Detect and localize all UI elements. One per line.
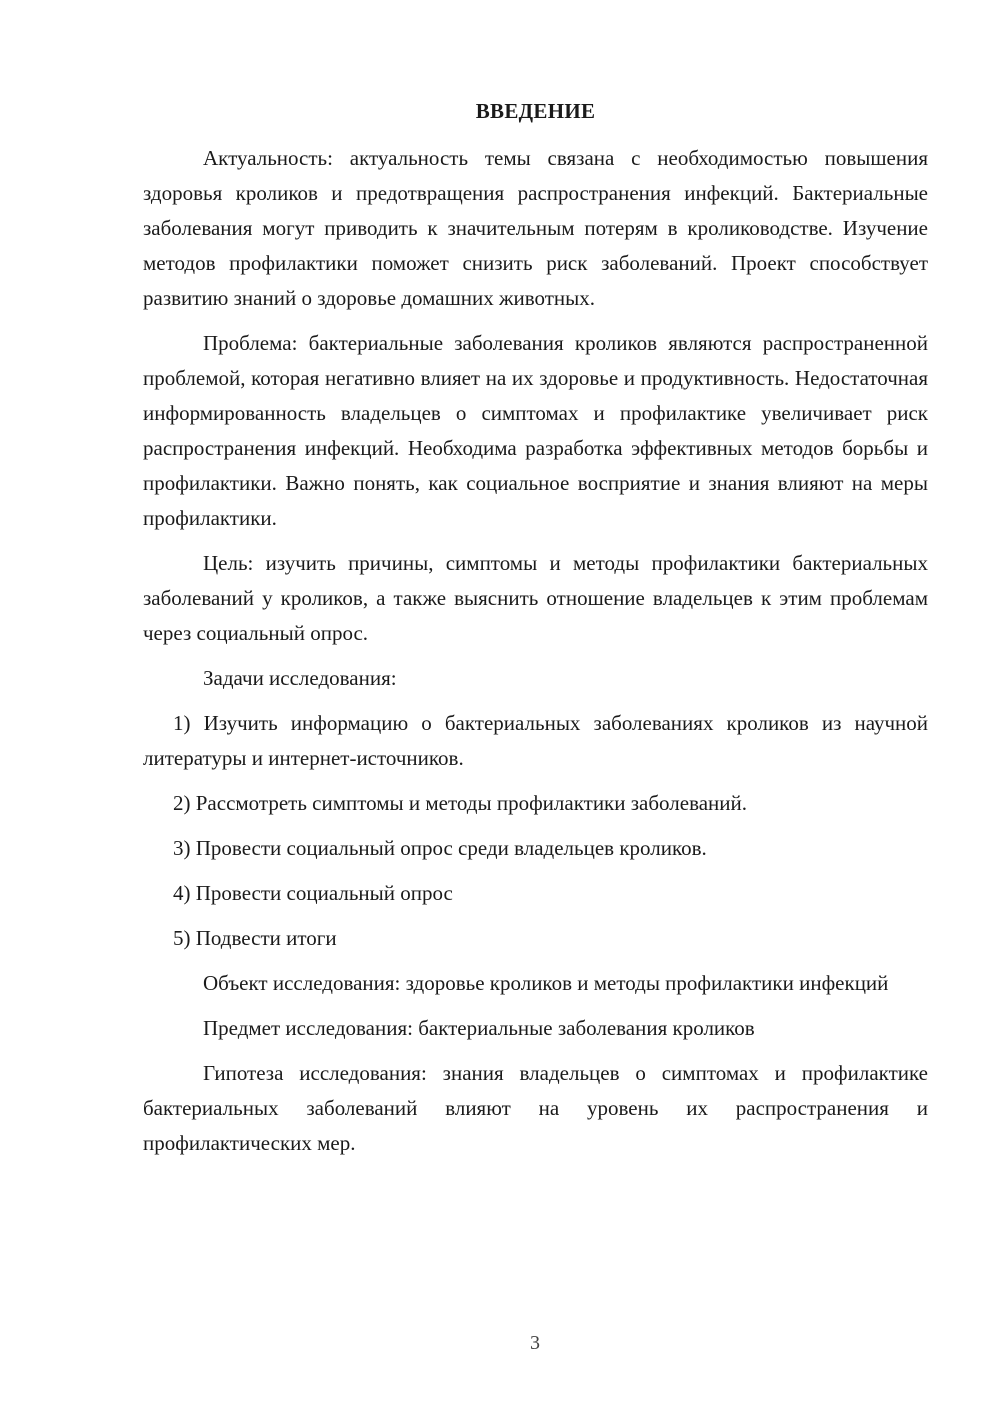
- subject-paragraph: Предмет исследования: бактериальные заболевания кроликов: [203, 1016, 755, 1040]
- page-number: 3: [530, 1332, 540, 1354]
- goal-paragraph: Цель: изучить причины, симптомы и методы профилактики бактериальных заболеваний у кроликов, а также выяснить отношение владельцев к этим проблемам через социальный опрос.: [143, 551, 928, 645]
- relevance-paragraph: Актуальность: актуальность темы связана с необходимостью повышения здоровья кроликов и предотвращения распространения инфекций. Бактериальные заболевания могут приводить к значительным потерям в кролиководстве. Изучение методов профилактики поможет снизить риск заболеваний. Проект способствует развитию знаний о здоровье домашних животных.: [143, 146, 928, 310]
- problem-paragraph: Проблема: бактериальные заболевания кроликов являются распространенной проблемой, которая негативно влияет на их здоровье и продуктивность. Недостаточная информированность владельцев о симптомах и профилактике увеличивает риск распространения инфекций. Необходима разработка эффективных методов борьбы и профилактики. Важно понять, как социальное восприятие и знания влияют на меры профилактики.: [143, 331, 928, 530]
- task-item: 5) Подвести итоги: [173, 926, 337, 950]
- task-item: 4) Провести социальный опрос: [173, 881, 453, 905]
- object-paragraph: Объект исследования: здоровье кроликов и методы профилактики инфекций: [203, 971, 889, 995]
- hypothesis-paragraph: Гипотеза исследования: знания владельцев о симптомах и профилактике бактериальных заболеваний влияют на уровень их распространения и профилактических мер.: [143, 1061, 928, 1155]
- task-item: 3) Провести социальный опрос среди владельцев кроликов.: [173, 836, 707, 860]
- section-heading: ВВЕДЕНИЕ: [475, 99, 596, 123]
- task-item: 2) Рассмотреть симптомы и методы профилактики заболеваний.: [173, 791, 747, 815]
- tasks-heading: Задачи исследования:: [203, 666, 397, 690]
- task-item: 1) Изучить информацию о бактериальных заболеваниях кроликов из научной литературы и интернет-источников.: [143, 711, 928, 770]
- page-content: [143, 94, 928, 1171]
